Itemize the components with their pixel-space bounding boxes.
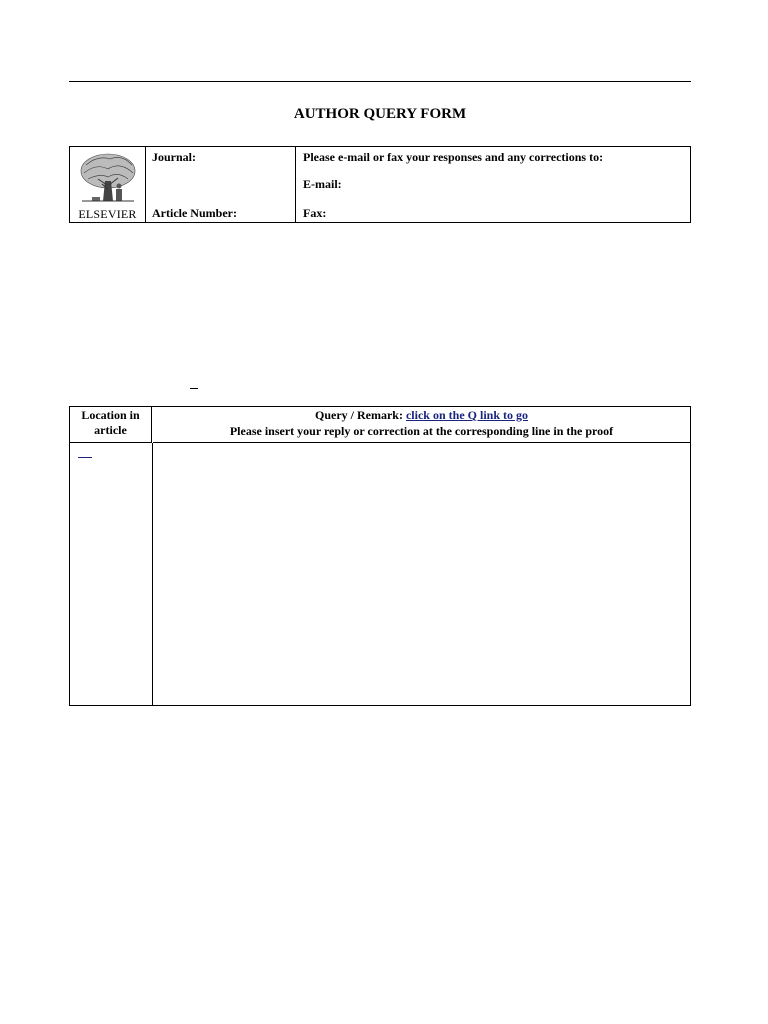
email-label: E-mail: [303, 177, 342, 191]
remark-header-instruction: Please insert your reply or correction at the corresponding line in the proof [229, 424, 614, 438]
header-box [69, 146, 691, 223]
journal-label: Journal: [152, 150, 197, 164]
remark-column-header [153, 407, 690, 443]
remark-column-body [153, 443, 690, 705]
small-underline-mark [190, 388, 198, 389]
location-column-header: Location in article [70, 407, 152, 443]
query-table [69, 406, 691, 706]
form-title: AUTHOR QUERY FORM [293, 106, 467, 122]
journal-cell [145, 147, 296, 222]
remark-header-prefix: Query / Remark: [315, 408, 406, 422]
contact-instruction: Please e-mail or fax your responses and any corrections to: [303, 150, 604, 164]
q-link-go[interactable]: click on the Q link to go [405, 408, 528, 422]
publisher-logo-cell [70, 147, 146, 222]
location-column-body [70, 443, 153, 705]
top-rule [69, 81, 691, 82]
contact-cell [296, 147, 690, 222]
tree-logo-icon [78, 151, 138, 207]
article-number-label: Article Number: [152, 206, 237, 220]
fax-label: Fax: [303, 206, 327, 220]
publisher-logo-text: ELSEVIER [78, 207, 137, 221]
query-location-link[interactable] [78, 457, 92, 458]
